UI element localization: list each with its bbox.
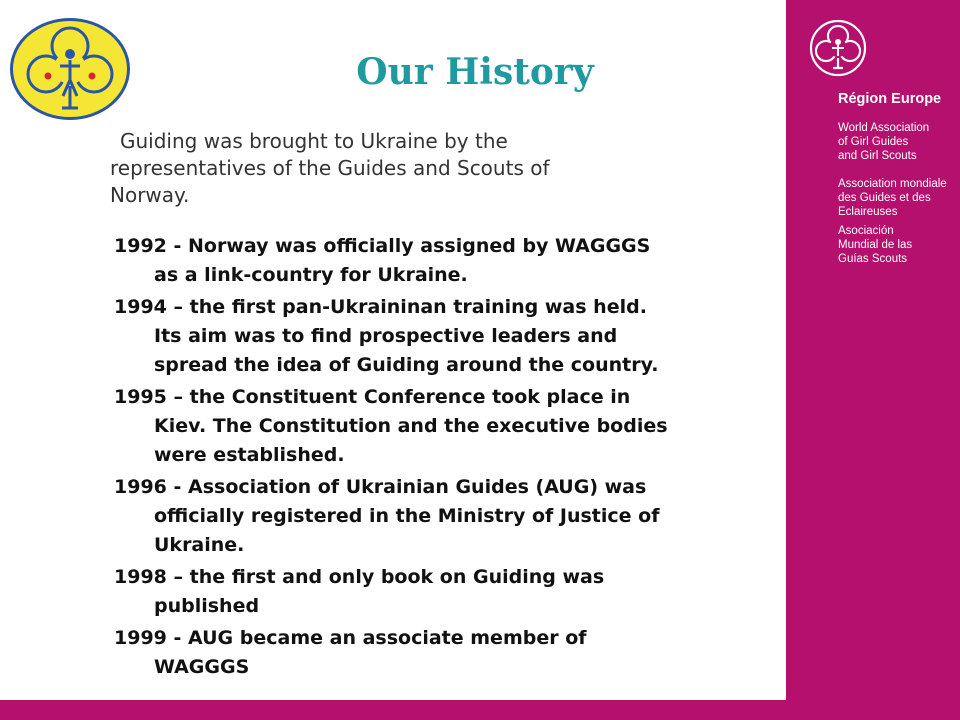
timeline-line: published [154,595,260,617]
timeline-entry-1994 [74,293,774,380]
timeline-line: Ukraine. [154,534,245,556]
bottom-band [0,700,960,720]
timeline-line: 1999 - AUG became an associate member of [114,627,587,649]
timeline-entry-1996 [74,473,774,560]
brand-sidebar [786,0,960,720]
org-name-french [838,177,956,219]
trefoil-badge-icon [8,16,132,122]
timeline-line: WAGGGS [154,656,250,678]
timeline-line: spread the idea of Guiding around the country. [154,354,659,376]
org-name-line: Association mondiale [838,178,947,190]
timeline-line: 1994 – the first pan-Ukraininan training was held. [114,296,647,318]
org-name-english [838,121,956,163]
timeline-entry-1999 [74,624,774,682]
org-name-line: Asociación [838,225,894,237]
timeline-line: Kiev. The Constitution and the executive bodies [154,415,668,437]
org-name-line: of Girl Guides [838,136,909,148]
timeline-line: 1996 - Association of Ukrainian Guides (AUG) was [114,476,647,498]
intro-line: Guiding was brought to Ukraine by the [120,129,508,153]
org-name-line: World Association [838,122,930,134]
intro-paragraph [110,128,730,209]
org-name-line: and Girl Scouts [838,150,917,162]
org-name-line: Eclaireuses [838,206,898,218]
wagggs-trefoil-icon [808,18,868,78]
intro-line: representatives of the Guides and Scouts of [110,156,550,180]
org-name-line: Guías Scouts [838,253,908,265]
org-name-line: des Guides et des [838,192,931,204]
timeline-entry-1992 [74,232,774,290]
intro-line: Norway. [110,183,190,207]
org-name-line: Mundial de las [838,239,913,251]
org-name-spanish [838,224,956,266]
timeline-line: 1998 – the first and only book on Guiding was [114,566,605,588]
timeline-line: Its aim was to find prospective leaders and [154,325,618,347]
timeline-line: officially registered in the Ministry of Justice of [154,505,660,527]
timeline-line: 1992 - Norway was officially assigned by WAGGGS [114,235,651,257]
timeline-entry-1995 [74,383,774,470]
timeline-entry-1998 [74,563,774,621]
timeline-line: 1995 – the Constituent Conference took place in [114,386,631,408]
history-timeline [74,232,774,685]
region-title: Région Europe [838,91,942,107]
timeline-line: as a link-country for Ukraine. [154,264,468,286]
timeline-line: were established. [154,444,345,466]
slide-title: Our History [356,51,594,93]
